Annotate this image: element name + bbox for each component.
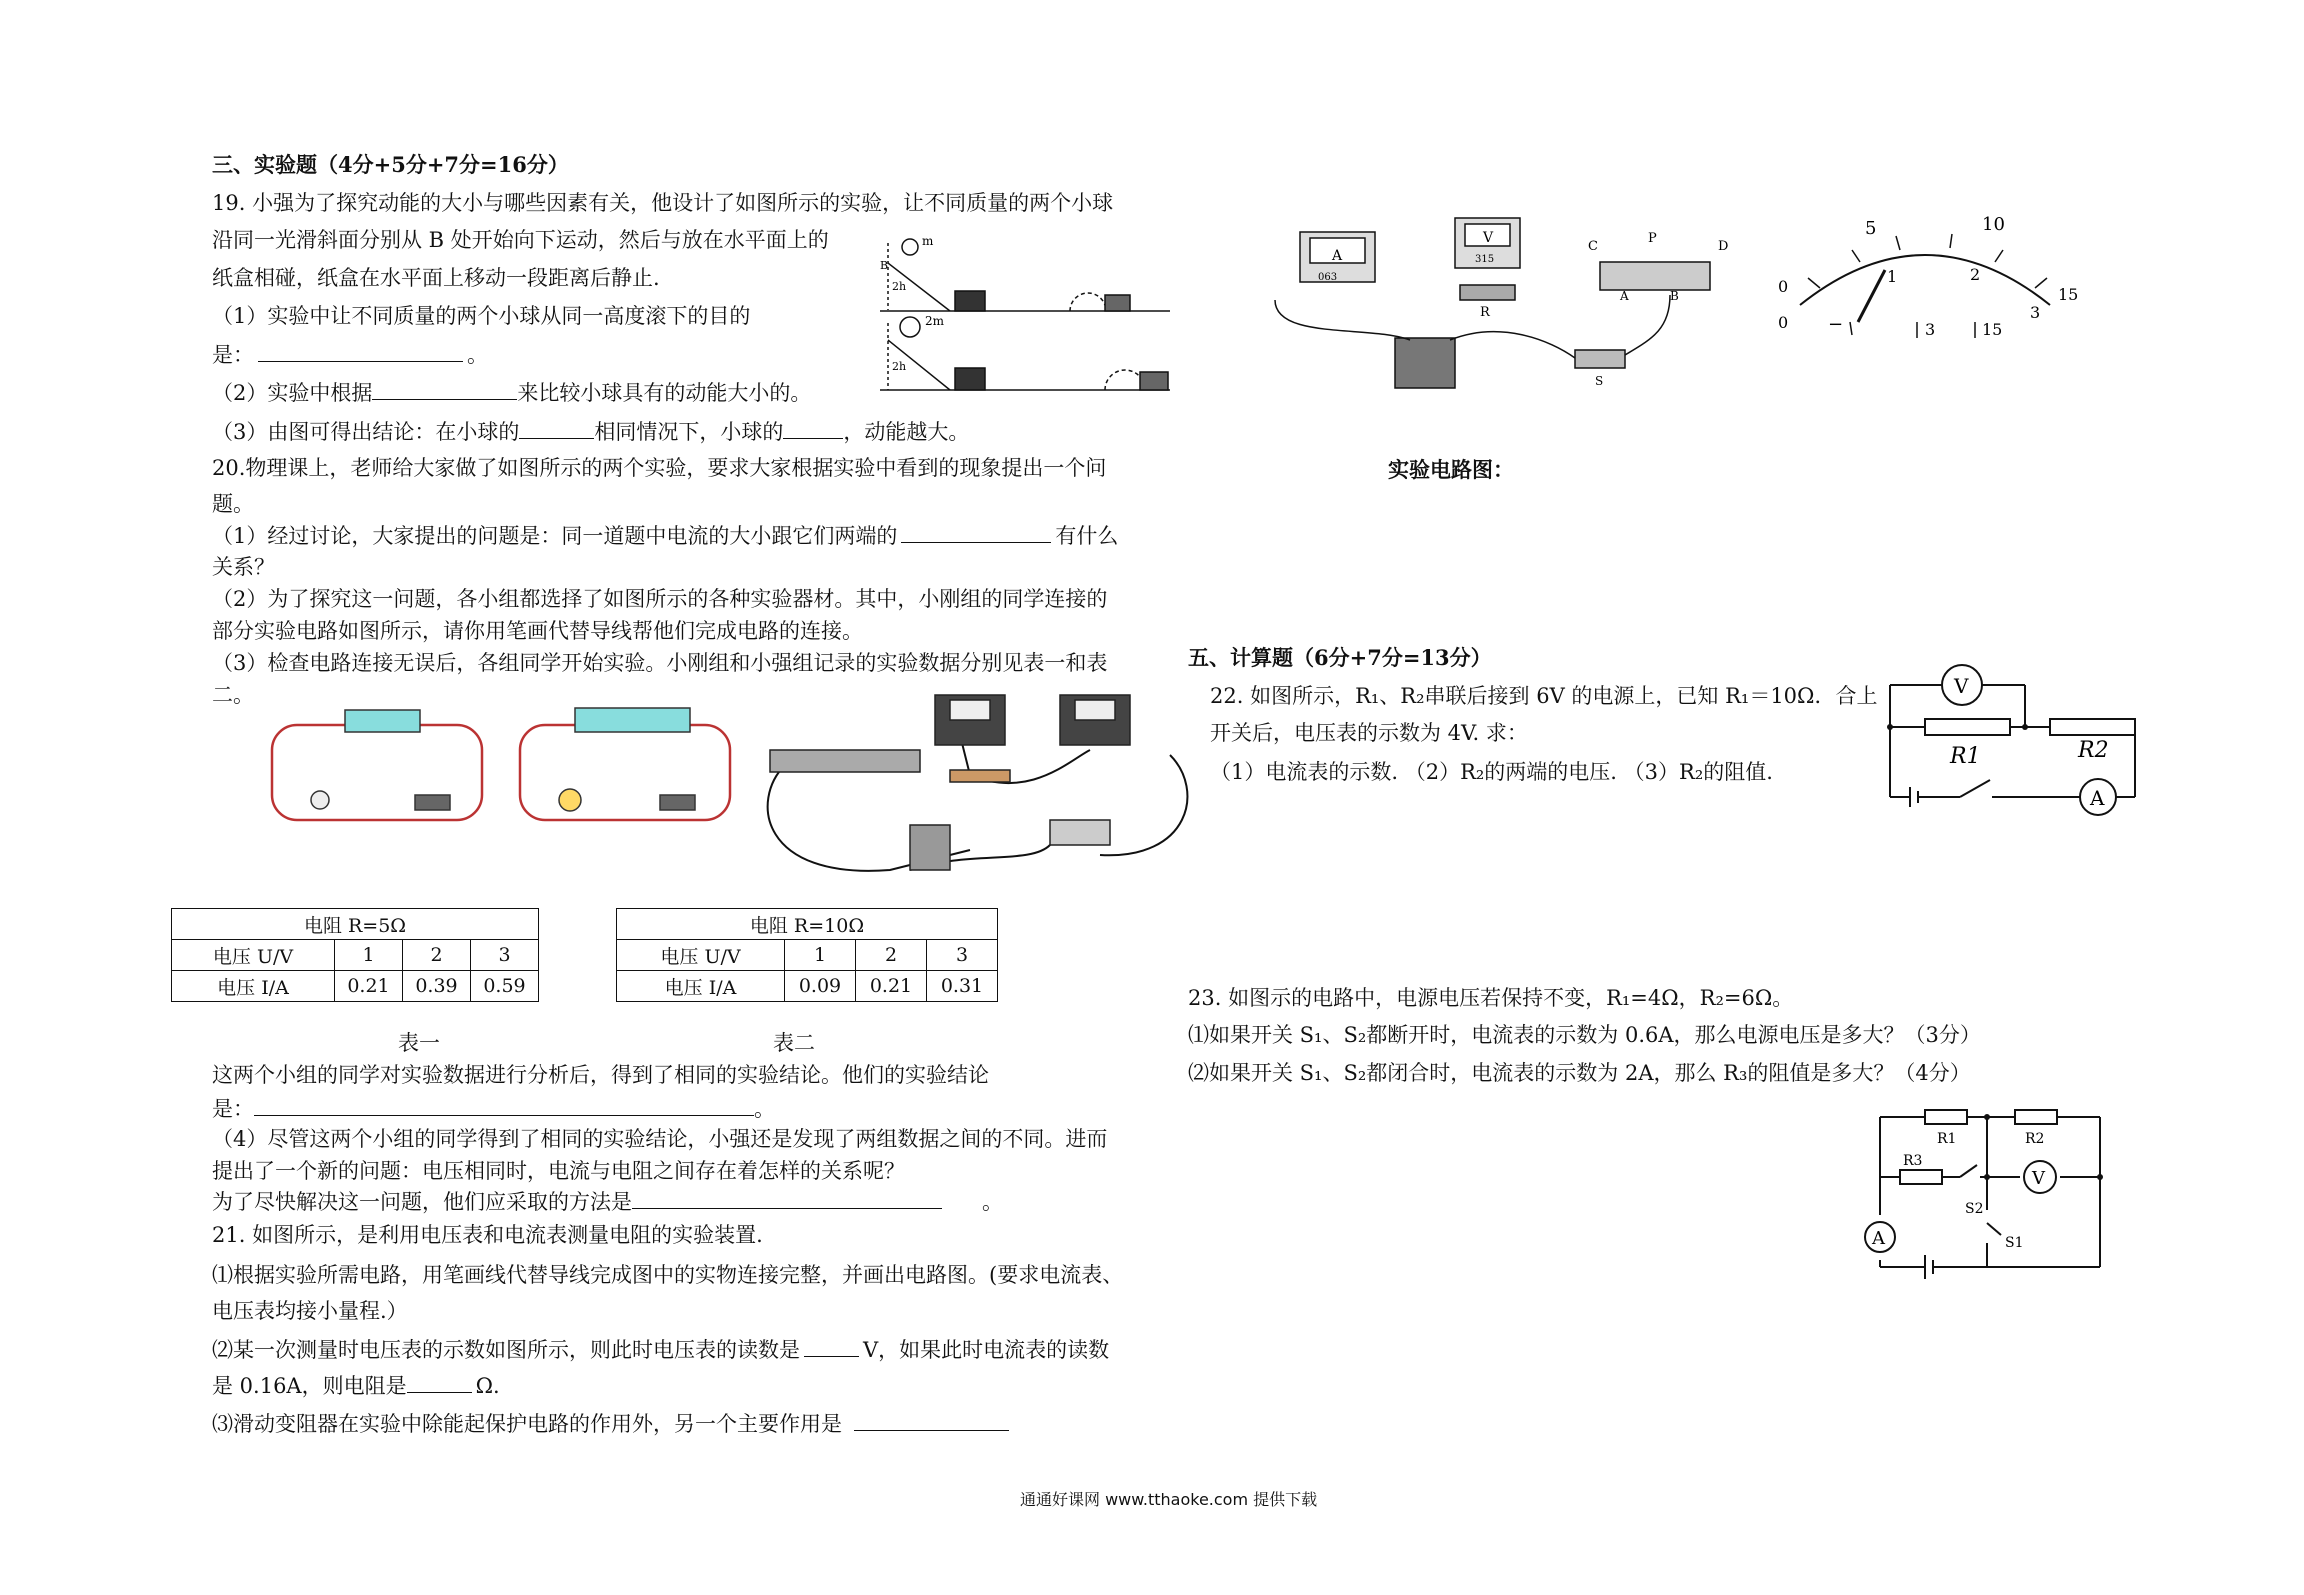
q19-line2: 沿同一光滑斜面分别从 B 处开始向下运动，然后与放在水平面上的 — [212, 228, 829, 252]
q19-ramp-figure — [880, 235, 1175, 395]
q21-p1a: ⑴根据实验所需电路，用笔画线代替导线完成图中的实物连接完整，并画出电路图。(要求电流表、 — [212, 1263, 1124, 1287]
q20-p4c: 为了尽快解决这一问题，他们应采取的方法是 — [212, 1190, 632, 1214]
table-cell: 2 — [856, 940, 927, 971]
table-1-name: 表一 — [398, 1031, 440, 1055]
answer-blank[interactable] — [854, 1410, 1009, 1431]
ammeter-icon-label: A — [1872, 1228, 1885, 1249]
table-cell: 0.09 — [785, 971, 856, 1002]
scale-right-top: 15 — [2058, 285, 2079, 304]
table-cell: 0.21 — [335, 971, 403, 1002]
fig-label-2h: 2h — [892, 280, 907, 293]
q21-p2d: Ω. — [475, 1374, 500, 1398]
rheostat-label-c: C — [1588, 239, 1598, 254]
table-row-label: 电压 I/A — [617, 971, 785, 1002]
q21-line1: 21. 如图所示，是利用电压表和电流表测量电阻的实验装置. — [212, 1223, 763, 1247]
answer-blank[interactable] — [632, 1188, 942, 1209]
q19-p3b: 相同情况下，小球的 — [594, 420, 784, 444]
terminal-15: 15 — [1982, 320, 2003, 339]
data-table-1 — [171, 908, 539, 1002]
r1-label: R1 — [1950, 744, 1981, 769]
scale-tick-inner: 1 — [1887, 267, 1898, 286]
q21-p2a: ⑵某一次测量时电压表的示数如图所示，则此时电压表的读数是 — [212, 1338, 800, 1362]
fig-label-m: m — [922, 235, 934, 248]
q20-c3: 。 — [754, 1097, 775, 1121]
q21-p1b: 电压表均接小量程.） — [212, 1299, 408, 1323]
q20-c1: 这两个小组的同学对实验数据进行分析后，得到了相同的实验结论。他们的实验结论 — [212, 1063, 989, 1087]
q20-p1c: 关系？ — [212, 555, 275, 579]
q21-p3-row — [212, 1410, 1013, 1437]
rheostat-label-d: D — [1718, 239, 1729, 254]
table-cell: 0.31 — [927, 971, 998, 1002]
q19-p1-row — [212, 341, 488, 368]
q21-p2-row2 — [212, 1372, 500, 1399]
scale-right-inner: 3 — [2030, 303, 2041, 322]
q20-p2b: 部分实验电路如图所示，请你用笔画代替导线帮他们完成电路的连接。 — [212, 619, 863, 643]
r2-label: R2 — [2025, 1131, 2045, 1147]
rheostat-label-p: P — [1648, 231, 1657, 246]
q20-c-row — [212, 1095, 775, 1122]
q20-c2: 是： — [212, 1097, 254, 1121]
voltmeter-icon-label: V — [1954, 674, 1969, 698]
q20-p3a: （3）检查电路连接无误后，各组同学开始实验。小刚组和小强组记录的实验数据分别见表一和表 — [212, 651, 1108, 675]
terminal-minus: − — [1828, 314, 1844, 335]
ammeter-terminals: 063 — [1318, 272, 1338, 283]
table-cell: 1 — [335, 940, 403, 971]
q21-p2b: V，如果此时电流表的读数 — [863, 1338, 1110, 1362]
voltmeter-scale-figure — [1760, 210, 2090, 350]
q19-p1b: 是： — [212, 343, 254, 367]
circuit-diagram-label: 实验电路图： — [1388, 457, 1514, 482]
answer-blank[interactable] — [804, 1336, 859, 1357]
q20-p2a: （2）为了探究这一问题，各小组都选择了如图所示的各种实验器材。其中，小刚组的同学连接的 — [212, 587, 1108, 611]
table-row-label: 电压 U/V — [617, 940, 785, 971]
answer-blank[interactable] — [901, 522, 1051, 543]
q22-line2: 开关后，电压表的示数为 4V. 求： — [1210, 721, 1528, 745]
table-caption: 电阻 R=10Ω — [617, 909, 998, 940]
data-table-2 — [616, 908, 998, 1002]
fig-label-b: B — [880, 259, 889, 272]
answer-blank[interactable] — [372, 379, 517, 400]
q22-line1: 22. 如图所示，R₁、R₂串联后接到 6V 的电源上，已知 R₁＝10Ω．合上 — [1210, 684, 1878, 708]
q21-p2-row — [212, 1336, 1109, 1363]
q23-line1: 23. 如图示的电路中，电源电压若保持不变，R₁=4Ω，R₂=6Ω。 — [1188, 986, 1794, 1010]
answer-blank[interactable] — [407, 1372, 472, 1393]
q20-p1a: （1）经过讨论，大家提出的问题是：同一道题中电流的大小跟它们两端的 — [212, 524, 898, 548]
table-cell: 0.21 — [856, 971, 927, 1002]
q23-circuit-figure — [1825, 1105, 2115, 1280]
rheostat-label-a: A — [1620, 289, 1629, 303]
table-cell: 0.59 — [471, 971, 539, 1002]
q19-p2a: （2）实验中根据 — [212, 381, 373, 405]
q19-line1: 19. 小强为了探究动能的大小与哪些因素有关，他设计了如图所示的实验，让不同质量的两个小球 — [212, 191, 1114, 215]
q20-p1b: 有什么 — [1055, 524, 1119, 548]
answer-blank[interactable] — [258, 341, 463, 362]
resistor-label: R — [1480, 305, 1490, 320]
q20-p4d: 。 — [982, 1190, 1003, 1214]
q20-p3b: 二。 — [212, 683, 254, 707]
q20-experiment-figure — [270, 680, 1200, 880]
q19-p2-row — [212, 379, 811, 406]
q21-p3a: ⑶滑动变阻器在实验中除能起保护电路的作用外，另一个主要作用是 — [212, 1412, 842, 1436]
q22-line3: （1）电流表的示数. （2）R₂的两端的电压. （3）R₂的阻值. — [1210, 760, 1773, 784]
section5-title: 五、计算题（6分+7分=13分） — [1188, 645, 1492, 670]
ammeter-icon-label: A — [2090, 786, 2105, 810]
rheostat-label-b: B — [1670, 289, 1679, 303]
q23-line2: ⑴如果开关 S₁、S₂都断开时，电流表的示数为 0.6A，那么电源电压是多大？（3分） — [1188, 1023, 1981, 1047]
scale-left-inner: 0 — [1778, 313, 1789, 332]
ammeter-label: A — [1332, 248, 1343, 264]
r1-label: R1 — [1937, 1131, 1957, 1147]
q20-p4a: （4）尽管这两个小组的同学得到了相同的实验结论，小强还是发现了两组数据之间的不同。进而 — [212, 1127, 1108, 1151]
q21-p2c: 是 0.16A，则电阻是 — [212, 1374, 407, 1398]
q23-line3: ⑵如果开关 S₁、S₂都闭合时，电流表的示数为 2A，那么 R₃的阻值是多大？（4分） — [1188, 1061, 1971, 1085]
q20-p4b: 提出了一个新的问题：电压相同时，电流与电阻之间存在着怎样的关系呢？ — [212, 1159, 905, 1183]
answer-blank[interactable] — [254, 1095, 754, 1116]
switch-label: S — [1595, 374, 1604, 388]
table-caption: 电阻 R=5Ω — [172, 909, 539, 940]
scale-tick-inner: 2 — [1970, 265, 1981, 284]
q19-p3c: ，动能越大。 — [843, 420, 970, 444]
s2-label: S2 — [1965, 1201, 1984, 1217]
voltmeter-icon-label: V — [2032, 1168, 2045, 1189]
q20-p4-row — [212, 1188, 1003, 1215]
terminal-3: 3 — [1925, 320, 1936, 339]
q19-p1c: 。 — [467, 343, 488, 367]
q19-p1a: （1）实验中让不同质量的两个小球从同一高度滚下的目的 — [212, 304, 751, 328]
answer-blank[interactable] — [519, 418, 594, 439]
q21-apparatus-figure — [1270, 210, 1750, 400]
table-2-name: 表二 — [773, 1031, 815, 1055]
q20-p1-row — [212, 522, 1118, 549]
s1-label: S1 — [2005, 1235, 2024, 1251]
scale-left-top: 0 — [1778, 277, 1789, 296]
section3-title: 三、实验题（4分+5分+7分=16分） — [212, 152, 569, 177]
q19-p3a: （3）由图可得出结论：在小球的 — [212, 420, 520, 444]
scale-tick-top: 10 — [1982, 214, 2005, 235]
table-cell: 1 — [785, 940, 856, 971]
voltmeter-terminals: 315 — [1475, 254, 1495, 265]
table-cell: 0.39 — [403, 971, 471, 1002]
q22-circuit-figure — [1880, 655, 2140, 825]
r3-label: R3 — [1903, 1153, 1923, 1169]
fig-label-2m: 2m — [925, 314, 945, 328]
voltmeter-label: V — [1483, 230, 1494, 246]
table-cell: 3 — [927, 940, 998, 971]
table-cell: 2 — [403, 940, 471, 971]
table-cell: 3 — [471, 940, 539, 971]
q19-line3: 纸盒相碰，纸盒在水平面上移动一段距离后静止. — [212, 266, 660, 290]
footer-source: 通通好课网 www.tthaoke.com 提供下载 — [1020, 1490, 1318, 1509]
q20-line2: 题。 — [212, 492, 254, 516]
q19-p3-row — [212, 418, 969, 445]
r2-label: R2 — [2078, 738, 2109, 763]
q20-line1: 20.物理课上，老师给大家做了如图所示的两个实验，要求大家根据实验中看到的现象提出一个问 — [212, 456, 1107, 480]
table-row-label: 电压 I/A — [172, 971, 335, 1002]
q19-p2b: 来比较小球具有的动能大小的。 — [517, 381, 812, 405]
scale-tick-top: 5 — [1865, 218, 1877, 239]
fig-label-2h: 2h — [892, 360, 907, 373]
table-row-label: 电压 U/V — [172, 940, 335, 971]
answer-blank[interactable] — [783, 418, 843, 439]
